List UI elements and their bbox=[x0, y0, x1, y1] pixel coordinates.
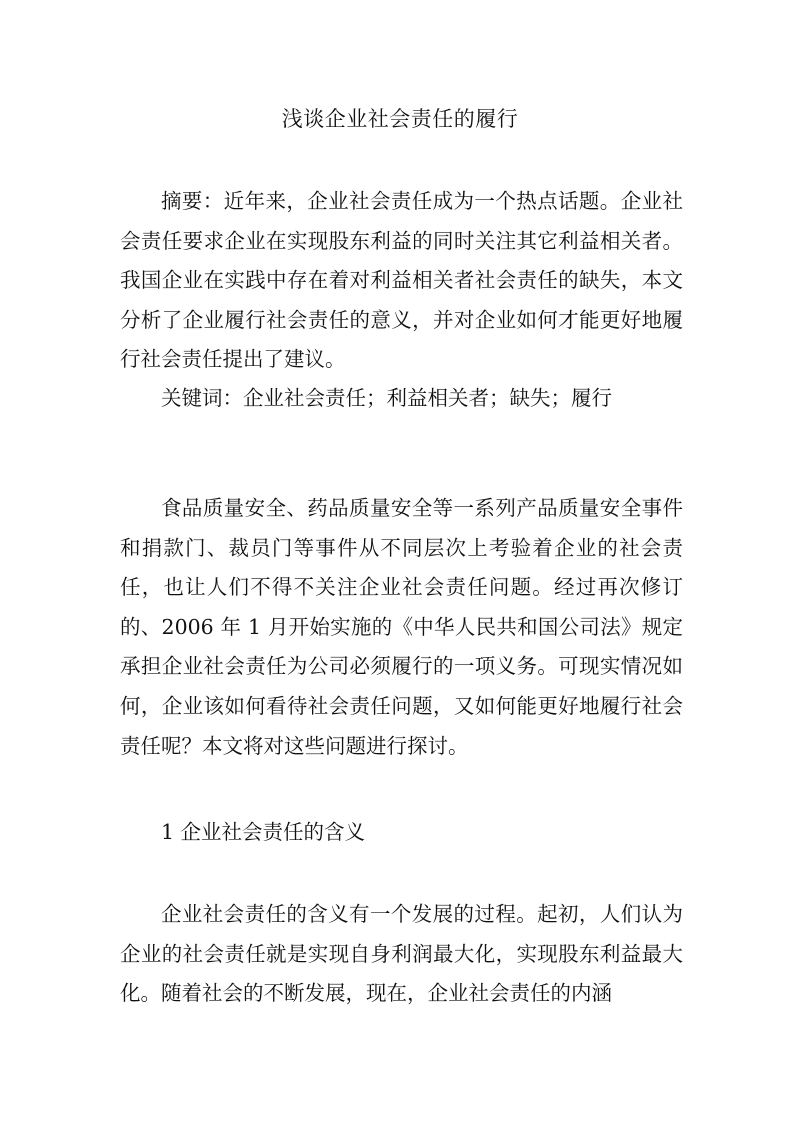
intro-paragraph: 食品质量安全、药品质量安全等一系列产品质量安全事件和捐款门、裁员门等事件从不同层次上考验着企业的社会责任，也让人们不得不关注企业社会责任问题。经过再次修订的、2006 年 1 月开始实施的《中华人民共和国公司法》规定承担企业社会责任为公司必须履行的一项义务。可现实情况如何，企业该如何看待社会责任问题，又如何能更好地履行社会责任呢？本文将对这些问题进行探讨。 bbox=[120, 496, 683, 758]
section-heading: 1 企业社会责任的含义 bbox=[161, 820, 366, 844]
keywords-paragraph: 关键词：企业社会责任；利益相关者；缺失；履行 bbox=[161, 386, 612, 410]
document-title: 浅谈企业社会责任的履行 bbox=[281, 107, 519, 131]
section-body-paragraph: 企业社会责任的含义有一个发展的过程。起初，人们认为企业的社会责任就是实现自身利润最大化，实现股东利益最大化。随着社会的不断发展，现在，企业社会责任的内涵 bbox=[120, 902, 683, 1006]
abstract-paragraph: 摘要：近年来，企业社会责任成为一个热点话题。企业社会责任要求企业在实现股东利益的同时关注其它利益相关者。我国企业在实践中存在着对利益相关者社会责任的缺失，本文分析了企业履行社会责任的意义，并对企业如何才能更好地履行社会责任提出了建议。 bbox=[120, 189, 683, 372]
